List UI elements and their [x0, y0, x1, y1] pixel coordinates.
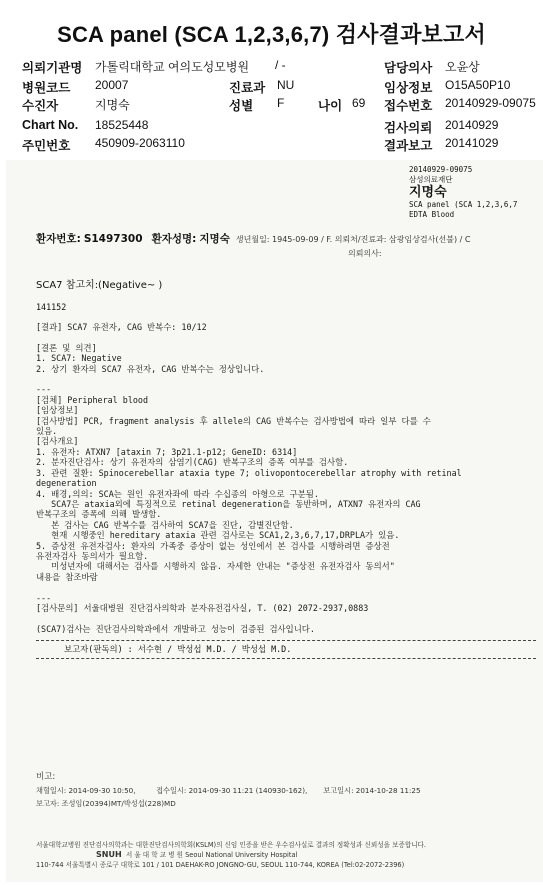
institution-value: 가톨릭대학교 여의도성모병원	[95, 60, 250, 74]
report-line: 5. 증상전 유전자검사: 환자의 가족중 증상이 없는 성인에서 본 검사를 시행하려면 증상전	[36, 540, 390, 551]
report-line: SCA7은 ataxia외에 특징적으로 retinal degeneration을 동반하며, ATXN7 유전자의 CAG	[36, 498, 421, 509]
patient-no-label: 환자번호:	[36, 233, 81, 245]
hospital-code-label: 병원코드	[22, 81, 71, 95]
report-line	[36, 613, 536, 623]
report-line: [검체] Peripheral blood	[36, 394, 148, 405]
report-line: 1. SCA7: Negative	[36, 353, 122, 364]
report-line: [검사개요]	[36, 436, 79, 447]
age-value: 69	[352, 96, 366, 110]
request-date-value: 20140929	[445, 118, 499, 132]
sticker-accession: 20140929-09075	[409, 165, 473, 174]
patient-label: 수진자	[22, 99, 59, 113]
clinical-info-value: O15A50P10	[445, 78, 511, 92]
request-date-label: 검사의뢰	[384, 121, 433, 135]
institution-extra: / -	[275, 58, 286, 72]
hospital-footer	[36, 840, 541, 870]
specimen-label-sticker	[409, 165, 543, 220]
clinical-info-label: 임상정보	[384, 81, 433, 95]
hospital-address: 110-744 서울특별시 종로구 대학로 101 / 101 DAEHAK-RO JONGNO-GU, SEOUL 110-744, KOREA (Tel:02-2072-2396)	[36, 861, 405, 869]
remarks-section	[36, 770, 541, 809]
doctor-label: 담당의사	[384, 61, 433, 75]
requesting-doctor: 의뢰의사:	[348, 249, 382, 258]
report-line: [검사방법] PCR, fragment analysis 후 allele의 CAG 반복수는 검사방법에 따라 일부 다를 수	[36, 415, 431, 426]
report-line	[36, 374, 536, 384]
report-line: 미성년자에 대해서는 검사를 시행하지 않음. 자세한 안내는 "증상전 유전자검사 동의서"	[36, 561, 395, 572]
report-line: 내용을 참조바람	[36, 571, 98, 582]
dept-value: NU	[277, 78, 295, 92]
report-date-value: 20141029	[445, 136, 499, 150]
hospital-name: 서 울 대 학 교 병 원 Seoul National University Hospital	[125, 851, 298, 859]
report-line: 현재 시행중인 hereditary ataxia 관련 검사로는 SCA1,2,3,6,7,17,DRPLA가 있음.	[36, 530, 400, 541]
patient-name-label: 환자성명:	[151, 233, 197, 245]
reported-time: 보고일시: 2014-10-28 11:25	[323, 786, 421, 795]
received-time: 접수일시: 2014-09-30 11:21 (140930-162),	[156, 786, 308, 795]
reporter-line: 보고자(판독의) : 서수현 / 박성섭 M.D. / 박성섭 M.D.	[64, 644, 292, 654]
patient-misc: 생년월일: 1945-09-09 / F. 의뢰처/진료과: 삼광임상검사(선불) / C	[235, 235, 471, 244]
accession-label: 접수번호	[384, 99, 433, 113]
report-line: 1. 유전자: ATXN7 [ataxin 7; 3p21.1-p12; GeneID: 6314]	[36, 446, 298, 457]
report-line: 2. 분자진단검사: 상기 유전자의 삼염기(CAG) 반복구조의 증폭 여부를 검사함.	[36, 457, 349, 468]
reporter-block	[36, 638, 536, 661]
hospital-code-value: 20007	[95, 78, 129, 92]
collected-time: 채혈일시: 2014-09-30 10:50,	[36, 786, 136, 795]
report-line: 반복구조의 증폭에 의해 발생함.	[36, 509, 162, 520]
chart-no-value: 18525448	[95, 118, 149, 132]
report-line	[36, 582, 536, 592]
scanned-report-image	[6, 160, 543, 882]
doctor-value: 오윤상	[445, 60, 480, 74]
report-line: degeneration	[36, 478, 97, 489]
rrn-label: 주민번호	[22, 139, 71, 153]
chart-no-label: Chart No.	[22, 118, 79, 132]
report-line	[36, 332, 536, 342]
reference-range: SCA7 참고치:(Negative~ )	[36, 280, 163, 291]
report-title: SCA panel (SCA 1,2,3,6,7) 검사결과보고서	[57, 22, 486, 47]
report-line: 있음.	[36, 426, 58, 437]
report-header	[0, 58, 543, 158]
patient-value: 지명숙	[95, 98, 130, 112]
sticker-org: 삼성의료재단	[409, 175, 453, 184]
report-line: [검사문의] 서울대병원 진단검사의학과 분자유전검사실, T. (02) 2072-2937,0883	[36, 602, 369, 613]
hospital-logo: SNUH	[96, 850, 122, 859]
institution-label: 의뢰기관명	[22, 61, 83, 75]
report-line: 유전자검사 동의서가 필요함.	[36, 550, 149, 561]
report-line: 본 검사는 CAG 반복수를 검사하여 SCA7을 진단, 감별진단함.	[36, 519, 294, 530]
report-date-label: 결과보고	[384, 139, 433, 153]
sex-label: 성별	[229, 99, 254, 113]
report-line: 3. 관련 질환: Spinocerebellar ataxia type 7; olivopontocerebellar atrophy with retinal	[36, 467, 462, 478]
divider	[36, 658, 536, 659]
report-line: [결론 및 의견]	[36, 342, 97, 353]
patient-no-value: S1497300	[83, 233, 143, 245]
scan-patient-row	[36, 231, 543, 246]
report-line: ---	[36, 384, 52, 395]
dept-label: 진료과	[229, 81, 266, 95]
divider	[36, 640, 536, 641]
certification-note: 서울대학교병원 진단검사의학과는 대한진단검사의학회(KSLM)의 신임 인증을 받은 우수검사실로 결과의 정확성과 신뢰성을 보증합니다.	[36, 841, 427, 849]
report-line: 2. 상기 환자의 SCA7 유전자, CAG 반복수는 정상입니다.	[36, 363, 265, 374]
report-line: [결과] SCA7 유전자, CAG 반복수: 10/12	[36, 322, 207, 332]
report-line: ---	[36, 592, 52, 603]
sticker-patient-name: 지명숙	[409, 185, 447, 200]
report-line: 4. 배경,의의: SCA는 원인 유전자좌에 따라 수십종의 아형으로 구분됨.	[36, 488, 319, 499]
reporter-ids: 보고자: 조성임(20394)MT/박성섭(228)MD	[36, 799, 176, 808]
rrn-value: 450909-2063110	[95, 136, 185, 150]
sticker-test: SCA panel (SCA 1,2,3,6,7	[409, 200, 518, 209]
accession-value: 20140929-09075	[445, 96, 536, 110]
sex-value: F	[277, 96, 285, 110]
specimen-code: 141152	[36, 302, 67, 312]
report-line: (SCA7)검사는 진단검사의학과에서 개발하고 성능이 검증된 검사입니다.	[36, 623, 315, 634]
report-line: [임상정보]	[36, 405, 79, 416]
report-body	[36, 322, 536, 634]
age-label: 나이	[318, 99, 343, 113]
remarks-label: 비고:	[36, 772, 56, 782]
patient-name-value: 지명숙	[199, 233, 230, 245]
sticker-specimen: EDTA Blood	[409, 210, 455, 219]
